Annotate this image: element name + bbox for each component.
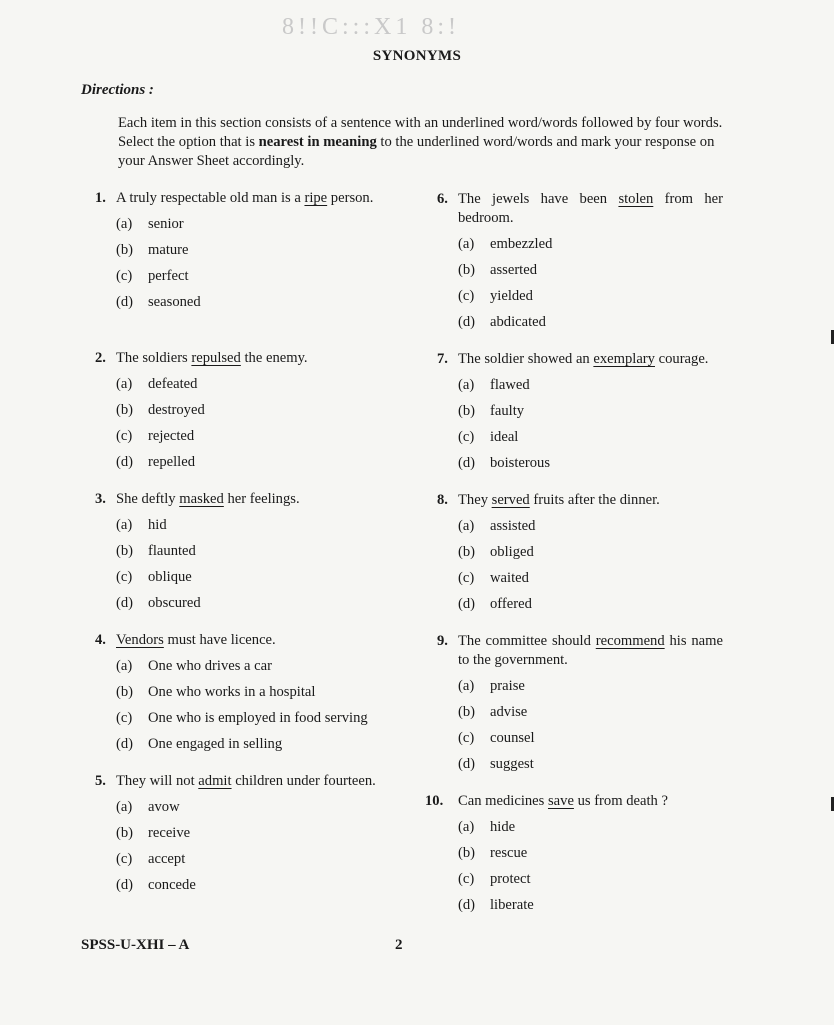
options-list: [95, 516, 383, 620]
option-c[interactable]: [437, 569, 723, 595]
option-text: yielded: [490, 288, 533, 304]
section-title: SYNONYMS: [372, 48, 462, 64]
option-text: offered: [490, 596, 532, 612]
options-list: [425, 818, 723, 922]
question-stem: [95, 189, 383, 208]
option-d[interactable]: [437, 755, 723, 781]
options-list: [95, 798, 383, 902]
question-number: 6.: [437, 191, 448, 207]
stem-text-post: his name to the government.: [458, 633, 723, 668]
option-label: (d): [458, 596, 476, 612]
option-text: asserted: [490, 262, 538, 278]
stem-text-pre: Can medicines: [458, 793, 548, 809]
option-label: (d): [116, 454, 134, 470]
question-stem: [425, 792, 723, 811]
option-a[interactable]: [95, 215, 383, 241]
underlined-word: recommend: [595, 633, 665, 649]
option-label: (d): [458, 455, 476, 471]
option-b[interactable]: [95, 824, 383, 850]
option-label: (a): [458, 236, 475, 252]
option-text: advise: [490, 704, 528, 720]
option-label: (b): [116, 543, 134, 559]
option-d[interactable]: [425, 896, 723, 922]
option-text: accept: [148, 851, 186, 867]
option-c[interactable]: [95, 427, 383, 453]
stem-text-pre: The jewels have been: [458, 191, 619, 207]
option-label: (a): [116, 658, 133, 674]
question-stem: [95, 772, 383, 791]
options-list: [95, 657, 383, 761]
option-c[interactable]: [425, 870, 723, 896]
option-text: seasoned: [148, 294, 201, 310]
option-text: One engaged in selling: [148, 736, 283, 752]
option-c[interactable]: [95, 568, 383, 594]
options-list: [95, 215, 383, 319]
option-a[interactable]: [437, 517, 723, 543]
option-d[interactable]: [437, 595, 723, 621]
option-label: (c): [116, 268, 133, 284]
option-text: faulty: [490, 403, 525, 419]
question-5: [95, 772, 383, 902]
page-number: 2: [395, 937, 403, 953]
option-text: rejected: [148, 428, 195, 444]
directions-emphasis: nearest in meaning: [258, 134, 377, 150]
option-text: counsel: [490, 730, 535, 746]
option-text: hide: [490, 819, 516, 835]
faint-stamp-mark: 8!!C:::X1 8:!: [282, 14, 460, 40]
option-d[interactable]: [437, 454, 723, 480]
option-label: (b): [458, 262, 476, 278]
option-label: (a): [458, 819, 475, 835]
question-number: 3.: [95, 491, 106, 507]
option-label: (b): [116, 684, 134, 700]
question-7: [437, 350, 723, 480]
question-stem: [95, 349, 383, 368]
option-c[interactable]: [95, 709, 383, 735]
option-label: (b): [458, 704, 476, 720]
option-text: One who works in a hospital: [148, 684, 316, 700]
option-label: (c): [458, 288, 475, 304]
option-text: receive: [148, 825, 191, 841]
underlined-word: ripe: [304, 190, 328, 206]
option-c[interactable]: [95, 850, 383, 876]
option-text: One who drives a car: [148, 658, 272, 674]
stem-text-pre: The soldier showed an: [458, 351, 594, 367]
option-a[interactable]: [95, 516, 383, 542]
question-number: 2.: [95, 350, 106, 366]
stem-text-pre: They will not: [116, 773, 199, 789]
option-a[interactable]: [95, 375, 383, 401]
option-label: (c): [458, 871, 475, 887]
question-2: [95, 349, 383, 479]
option-text: boisterous: [490, 455, 550, 471]
option-a[interactable]: [95, 657, 383, 683]
underlined-word: admit: [198, 773, 232, 789]
option-label: (c): [116, 569, 133, 585]
stem-text-post: from her bedroom.: [458, 191, 723, 226]
option-label: (c): [116, 710, 133, 726]
option-text: assisted: [490, 518, 536, 534]
options-list: [437, 376, 723, 480]
option-c[interactable]: [95, 267, 383, 293]
option-label: (c): [458, 570, 475, 586]
question-stem: [437, 491, 723, 510]
question-number: 7.: [437, 351, 448, 367]
option-text: ideal: [490, 429, 519, 445]
option-label: (b): [458, 544, 476, 560]
option-text: flawed: [490, 377, 530, 393]
underlined-word: exemplary: [593, 351, 655, 367]
option-b[interactable]: [437, 543, 723, 569]
option-text: suggest: [490, 756, 534, 772]
question-stem: [437, 350, 723, 369]
stem-text-post: fruits after the dinner.: [529, 492, 660, 508]
underlined-word: stolen: [618, 191, 654, 207]
option-text: hid: [148, 517, 167, 533]
underlined-word: save: [547, 793, 574, 809]
options-list: [437, 235, 723, 339]
option-d[interactable]: [95, 453, 383, 479]
option-label: (b): [116, 242, 134, 258]
option-b[interactable]: [95, 683, 383, 709]
option-label: (a): [458, 678, 475, 694]
stem-text-pre: The committee should: [458, 633, 596, 649]
underlined-word: Vendors: [116, 632, 164, 648]
question-4: [95, 631, 383, 761]
option-text: One who is employed in food serving: [148, 710, 368, 726]
option-d[interactable]: [95, 293, 383, 319]
paper-code: SPSS-U-XHI – A: [81, 937, 190, 953]
question-number: 9.: [437, 633, 448, 649]
stem-text-post: us from death ?: [573, 793, 668, 809]
question-10: [425, 792, 723, 922]
options-list: [437, 677, 723, 781]
option-label: (b): [458, 845, 476, 861]
question-9: [437, 632, 723, 781]
option-text: oblique: [148, 569, 192, 585]
stem-text-post: her feelings.: [223, 491, 300, 507]
option-d[interactable]: [95, 876, 383, 902]
stem-text-post: the enemy.: [240, 350, 308, 366]
option-text: perfect: [148, 268, 189, 284]
option-text: senior: [148, 216, 184, 232]
option-text: abdicated: [490, 314, 546, 330]
stem-text-pre: They: [458, 492, 492, 508]
options-list: [437, 517, 723, 621]
option-text: mature: [148, 242, 189, 258]
option-text: obliged: [490, 544, 534, 560]
question-stem: [437, 190, 723, 228]
option-a[interactable]: [95, 798, 383, 824]
option-c[interactable]: [437, 729, 723, 755]
option-text: rescue: [490, 845, 528, 861]
stem-text-post: person.: [327, 190, 374, 206]
option-text: defeated: [148, 376, 198, 392]
question-number: 5.: [95, 773, 106, 789]
option-label: (a): [458, 518, 475, 534]
underlined-word: repulsed: [191, 350, 241, 366]
option-d[interactable]: [95, 735, 383, 761]
option-a[interactable]: [437, 677, 723, 703]
option-label: (d): [458, 314, 476, 330]
option-label: (b): [116, 402, 134, 418]
directions-text-part-1: Each item in this section consists of a sentence with an underlined word/words followed by four words. Select the option that is: [118, 115, 723, 150]
option-label: (a): [116, 376, 133, 392]
stem-text-pre: The soldiers: [116, 350, 192, 366]
stem-text-post: children under fourteen.: [231, 773, 376, 789]
option-text: repelled: [148, 454, 195, 470]
option-label: (d): [116, 877, 134, 893]
option-text: liberate: [490, 897, 534, 913]
stem-text-post: courage.: [654, 351, 709, 367]
question-6: [437, 190, 723, 339]
question-number: 8.: [437, 492, 448, 508]
question-1: [95, 189, 383, 319]
option-label: (c): [458, 730, 475, 746]
option-a[interactable]: [437, 235, 723, 261]
option-b[interactable]: [95, 401, 383, 427]
stem-text-pre: A truly respectable old man is a: [116, 190, 305, 206]
stem-text-post: must have licence.: [163, 632, 276, 648]
question-number: 1.: [95, 190, 106, 206]
question-3: [95, 490, 383, 620]
options-list: [95, 375, 383, 479]
underlined-word: served: [491, 492, 530, 508]
stem-text-pre: She deftly: [116, 491, 180, 507]
option-a[interactable]: [425, 818, 723, 844]
option-b[interactable]: [437, 261, 723, 287]
option-text: waited: [490, 570, 529, 586]
option-text: protect: [490, 871, 531, 887]
option-text: concede: [148, 877, 196, 893]
option-label: (c): [458, 429, 475, 445]
option-label: (a): [116, 517, 133, 533]
option-d[interactable]: [437, 313, 723, 339]
option-label: (d): [116, 736, 134, 752]
option-c[interactable]: [437, 287, 723, 313]
directions-text: [118, 114, 728, 171]
option-label: (b): [458, 403, 476, 419]
option-b[interactable]: [95, 542, 383, 568]
option-label: (d): [458, 897, 476, 913]
question-stem: [95, 631, 383, 650]
option-label: (b): [116, 825, 134, 841]
question-number: 10.: [425, 793, 444, 809]
option-b[interactable]: [425, 844, 723, 870]
option-text: embezzled: [490, 236, 553, 252]
option-label: (a): [116, 799, 133, 815]
question-8: [437, 491, 723, 621]
question-number: 4.: [95, 632, 106, 648]
directions-label: Directions :: [81, 82, 154, 98]
underlined-word: masked: [179, 491, 224, 507]
option-text: praise: [490, 678, 525, 694]
option-label: (a): [116, 216, 133, 232]
option-b[interactable]: [437, 402, 723, 428]
option-a[interactable]: [437, 376, 723, 402]
option-text: obscured: [148, 595, 201, 611]
option-text: destroyed: [148, 402, 205, 418]
option-label: (d): [116, 294, 134, 310]
option-label: (d): [458, 756, 476, 772]
question-stem: [437, 632, 723, 670]
question-stem: [95, 490, 383, 509]
option-text: avow: [148, 799, 180, 815]
option-b[interactable]: [437, 703, 723, 729]
directions-text-part-2: to the underlined word/words and mark your response on your Answer Sheet accordingly.: [118, 134, 715, 169]
option-label: (c): [116, 428, 133, 444]
option-text: flaunted: [148, 543, 196, 559]
option-b[interactable]: [95, 241, 383, 267]
option-c[interactable]: [437, 428, 723, 454]
option-d[interactable]: [95, 594, 383, 620]
option-label: (c): [116, 851, 133, 867]
option-label: (d): [116, 595, 134, 611]
option-label: (a): [458, 377, 475, 393]
